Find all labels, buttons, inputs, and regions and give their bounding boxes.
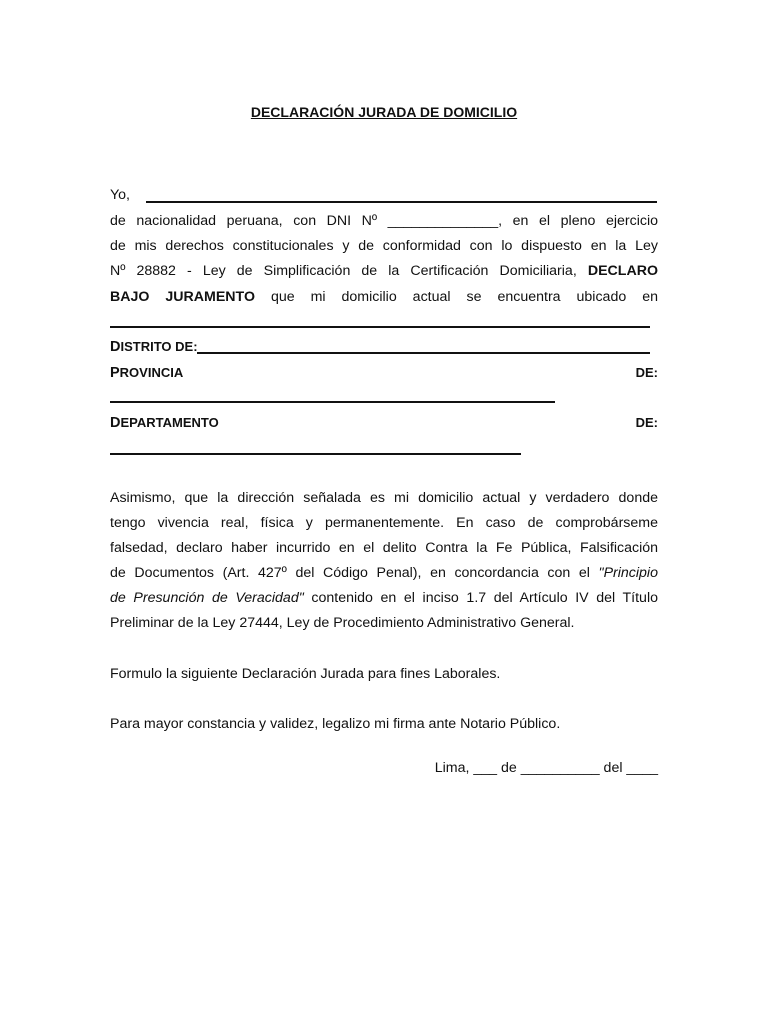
paragraph3: Formulo la siguiente Declaración Jurada para fines Laborales. [110, 666, 501, 682]
provincia-label: PROVINCIA [110, 365, 184, 381]
distrito-label: DISTRITO DE: [110, 339, 198, 355]
paragraph1-line3: de mis derechos constitucionales y de conformidad con lo dispuesto en la Ley [110, 238, 658, 254]
principio-italic: "Principio [598, 565, 658, 581]
distrito-blank [197, 352, 650, 354]
paragraph2-line6: Preliminar de la Ley 27444, Ley de Procedimiento Administrativo General. [110, 615, 575, 631]
provincia-row [110, 364, 658, 382]
departamento-label: DEPARTAMENTO [110, 415, 219, 431]
declaro-bold: DECLARO [587, 263, 658, 279]
paragraph2-line1: Asimismo, que la dirección señalada es mi domicilio actual y verdadero donde [110, 490, 658, 506]
document-title: DECLARACIÓN JURADA DE DOMICILIO [250, 104, 518, 120]
veracidad-italic: de Presunción de Veracidad" [110, 590, 304, 606]
bajo-juramento-bold: BAJO JURAMENTO [110, 289, 255, 305]
paragraph2-line5: de Presunción de Veracidad" contenido en el inciso 1.7 del Artículo IV del Título [110, 590, 658, 606]
paragraph4: Para mayor constancia y validez, legalizo mi firma ante Notario Público. [110, 716, 561, 732]
paragraph2-line3: falsedad, declaro haber incurrido en el delito Contra la Fe Pública, Falsificación [110, 540, 658, 556]
date-line: Lima, ___ de __________ del ____ [434, 760, 658, 776]
paragraph1-line2: de nacionalidad peruana, con DNI Nº ______________, en el pleno ejercicio [110, 213, 658, 229]
departamento-blank [110, 453, 521, 455]
provincia-de: DE: [635, 365, 658, 380]
paragraph1-line5 [110, 288, 658, 306]
departamento-row [110, 414, 658, 432]
paragraph2-line2: tengo vivencia real, física y permanentemente. En caso de comprobárseme [110, 515, 658, 531]
departamento-de: DE: [635, 415, 658, 430]
name-blank [146, 201, 657, 203]
law-reference: Nº 28882 - Ley de Simplificación de la Certificación Domiciliaria, [110, 263, 577, 279]
yo-label: Yo, [110, 187, 130, 203]
paragraph1-line4 [110, 262, 658, 280]
paragraph2-line4: de Documentos (Art. 427º del Código Penal), en concordancia con el "Principio [110, 565, 658, 581]
domicilio-text: que mi domicilio actual se encuentra ubicado en [270, 289, 658, 305]
provincia-blank [110, 401, 555, 403]
address-blank [110, 326, 650, 328]
